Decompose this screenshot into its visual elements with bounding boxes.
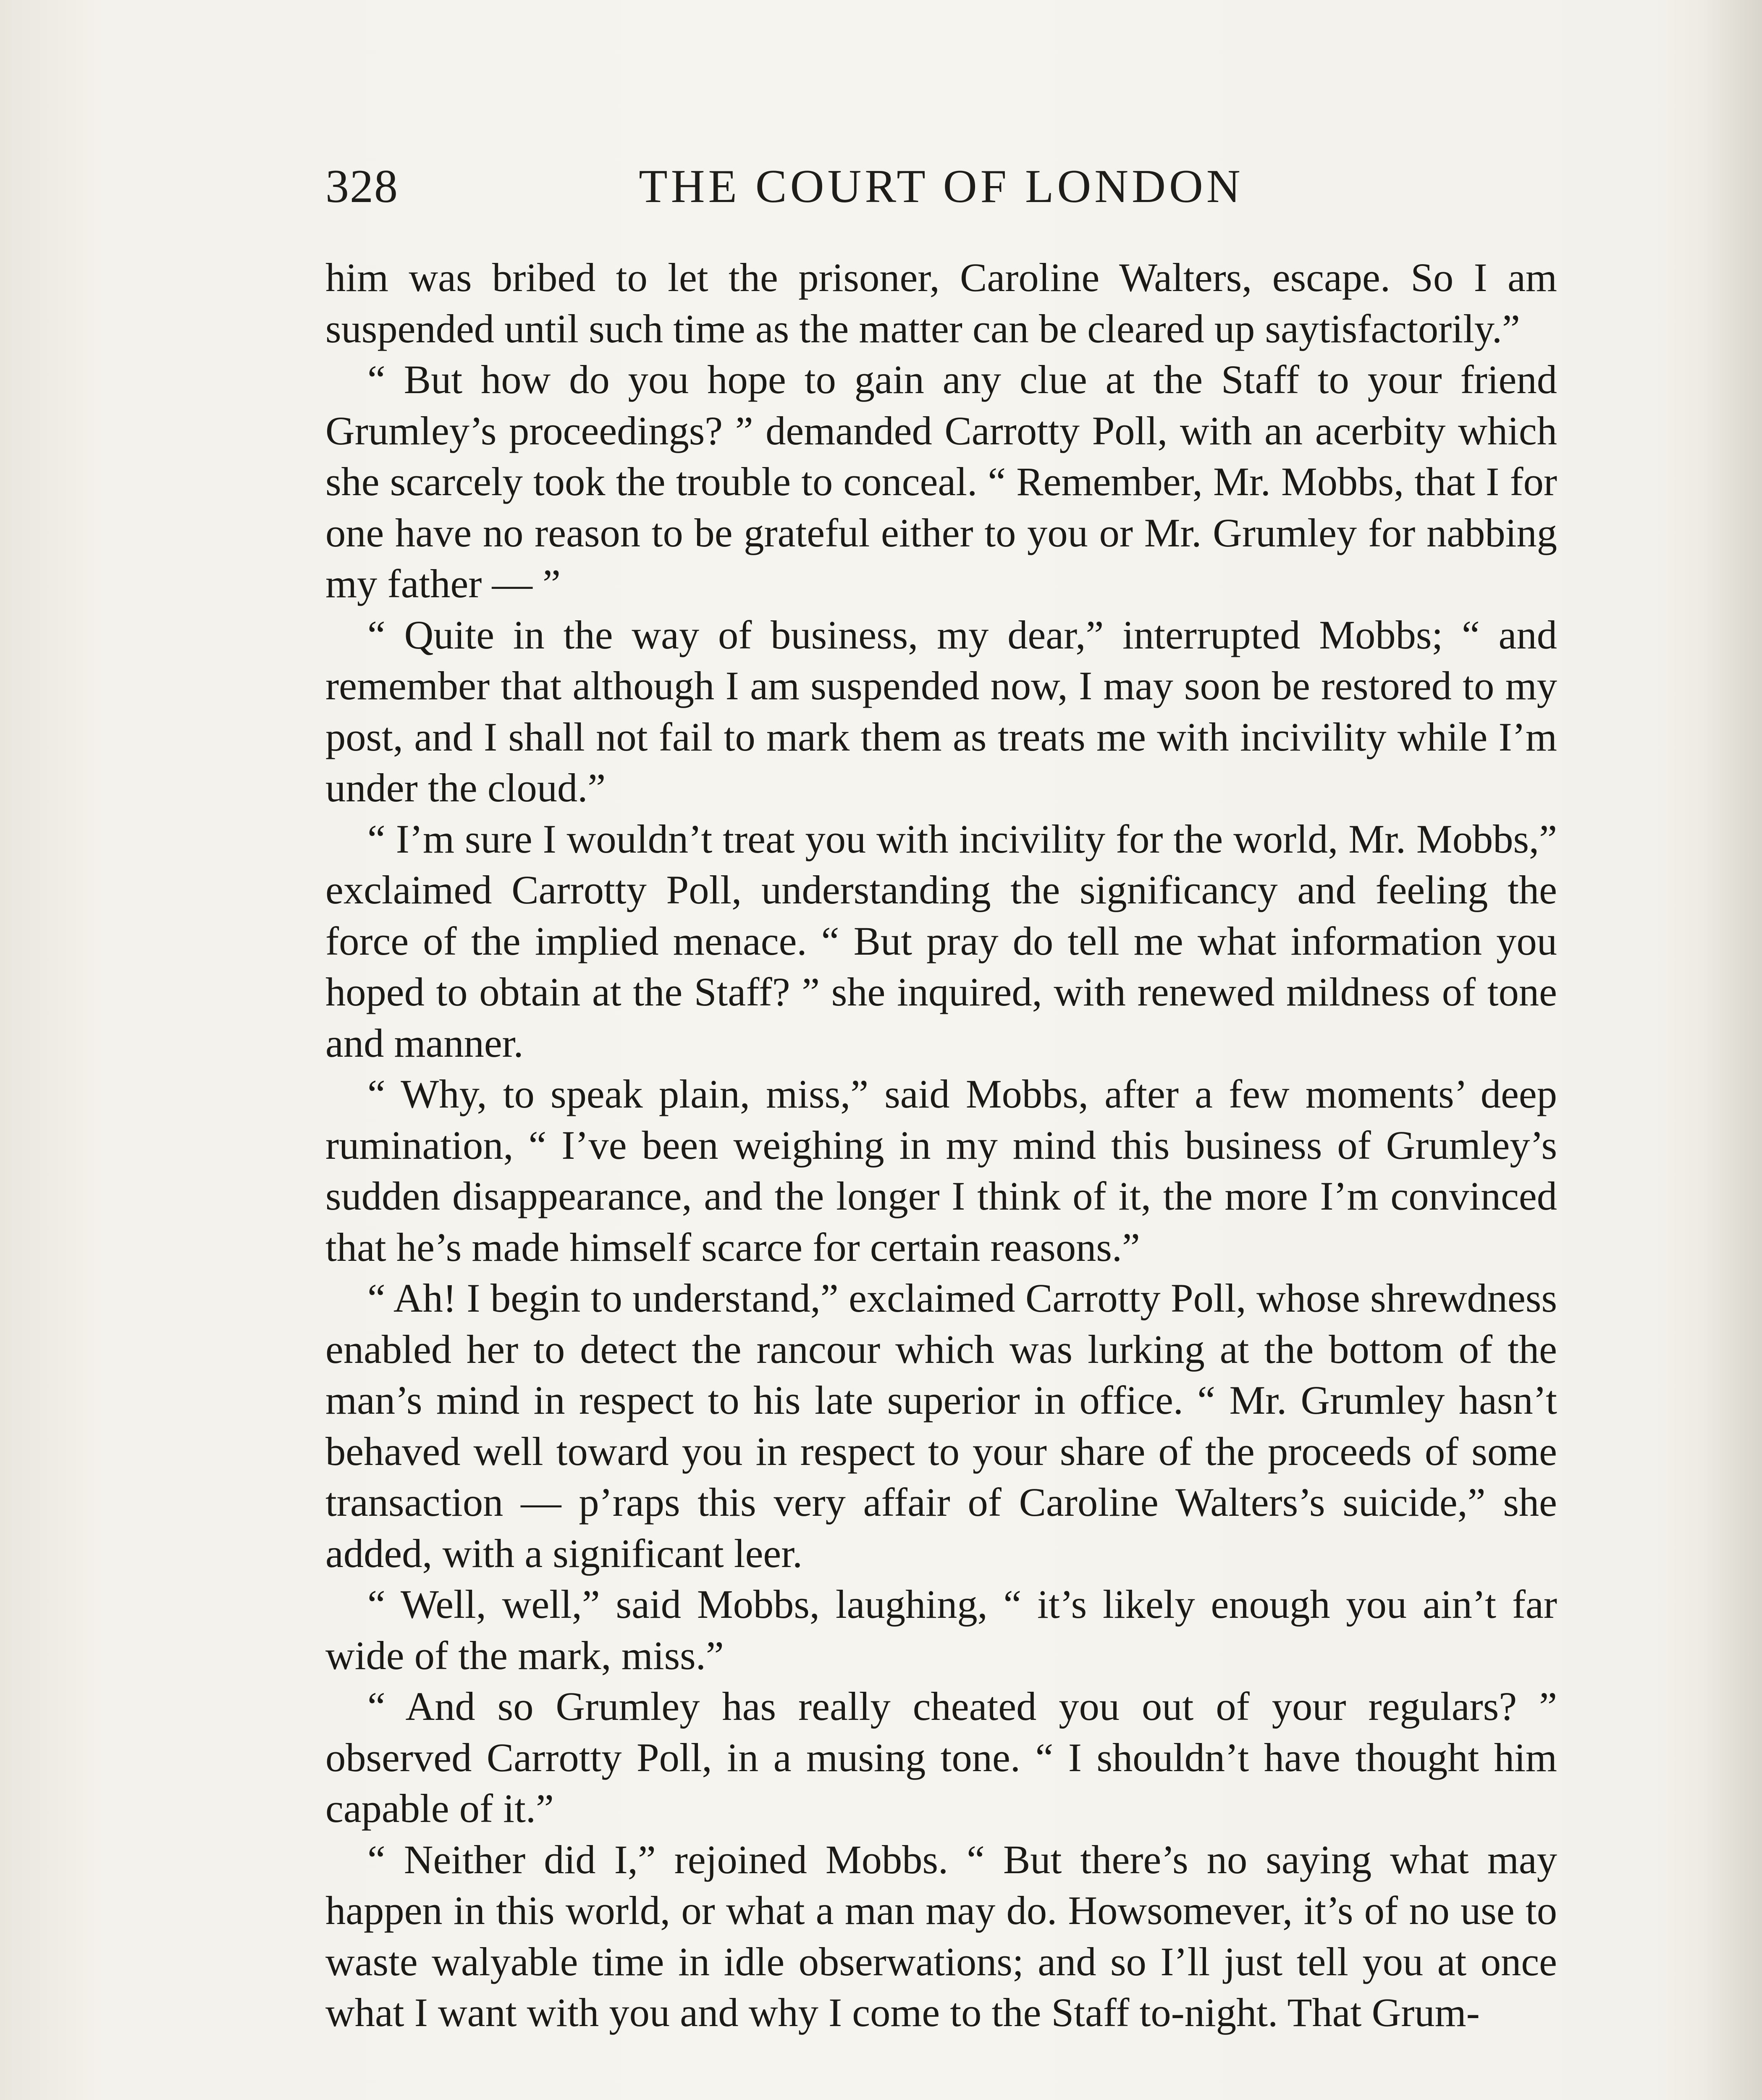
paragraph-5: “ Why, to speak plain, miss,” said Mobbs, after a few moments’ deep rumination, “ I’ve been weighing in my mind this business of Grumley’s sudden disappearance, and the longer I think of it, the more I’m convinced that he’s made himself scarce for certain reasons.” [325, 1071, 1557, 1270]
paragraph-9: “ Neither did I,” rejoined Mobbs. “ But there’s no saying what may happen in this world, or what a man may do. Howsomever, it’s of no use to waste walyable time in idle obserwations; and so I’ll just tell you at once what I want with you and why I come to the Staff to-night. That Grum- [325, 1837, 1557, 2035]
paragraph-6: “ Ah! I begin to understand,” exclaimed Carrotty Poll, whose shrewdness enabled her to detect the rancour which was lurking at the bottom of the man’s mind in respect to his late superior in office. “ Mr. Grumley hasn’t behaved well toward you in respect to your share of the proceeds of some transaction — p’raps this very affair of Caroline Walters’s suicide,” she added, with a significant leer. [325, 1276, 1557, 1576]
running-head: THE COURT OF LONDON [639, 160, 1244, 213]
page-edge-shadow [1703, 0, 1762, 2100]
paragraph-8: “ And so Grumley has really cheated you out of your regulars? ” observed Carrotty Poll, in a musing tone. “ I shouldn’t have thought him capable of it.” [325, 1684, 1557, 1831]
paragraph-4: “ I’m sure I wouldn’t treat you with incivility for the world, Mr. Mobbs,” exclaimed Carrotty Poll, understanding the significancy and feeling the force of the implied menace. “ But pray do tell me what information you hoped to obtain at the Staff? ” she inquired, with renewed mildness of tone and manner. [325, 816, 1557, 1066]
paragraph-2: “ But how do you hope to gain any clue at the Staff to your friend Grumley’s proceedings? ” demanded Carrotty Poll, with an acerbity which she scarcely took the trouble to conceal. “ Remember, Mr. Mobbs, that I for one have no reason to be grateful either to you or Mr. Grumley for nabbing my father — ” [325, 357, 1557, 606]
page-header [325, 160, 1557, 223]
page-number: 328 [325, 160, 399, 213]
paragraph-7: “ Well, well,” said Mobbs, laughing, “ it’s likely enough you ain’t far wide of the mark, miss.” [325, 1582, 1557, 1678]
paragraph-1: him was bribed to let the prisoner, Caroline Walters, escape. So I am suspended until such time as the matter can be cleared up saytisfactorily.” [325, 255, 1557, 351]
body-text [325, 252, 1557, 2038]
paragraph-3: “ Quite in the way of business, my dear,” interrupted Mobbs; “ and remember that although I am suspended now, I may soon be restored to my post, and I shall not fail to mark them as treats me with incivility while I’m under the cloud.” [325, 612, 1557, 810]
